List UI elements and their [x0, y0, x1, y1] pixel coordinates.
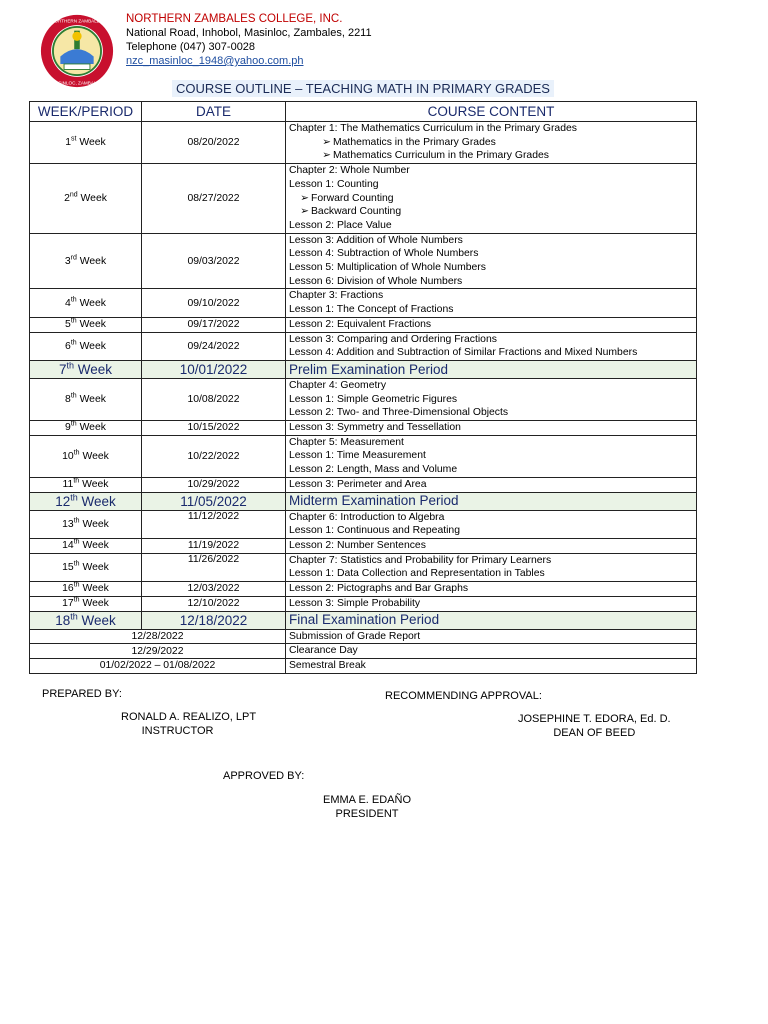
- content-cell: [286, 510, 697, 538]
- table-row: [30, 435, 697, 477]
- week-number: 1: [65, 137, 72, 149]
- content-line: Lesson 3: Perimeter and Area: [289, 478, 427, 490]
- content-cell: [286, 233, 697, 289]
- prepared-by-label: PREPARED BY:: [42, 688, 122, 700]
- week-word: Week: [82, 518, 109, 530]
- week-number: 17: [62, 598, 74, 610]
- prepared-by-block: [121, 710, 256, 738]
- date-cell: 11/19/2022: [142, 538, 286, 553]
- date-cell: 08/20/2022: [142, 122, 286, 164]
- content-line: Lesson 1: Time Measurement: [289, 450, 426, 462]
- week-ordinal-suffix: th: [73, 581, 80, 589]
- week-ordinal-suffix: th: [70, 296, 77, 304]
- content-line: Lesson 3: Symmetry and Tessellation: [289, 422, 461, 434]
- date-cell: 11/05/2022: [142, 492, 286, 510]
- week-cell: [30, 492, 142, 510]
- content-line: Lesson 3: Simple Probability: [289, 597, 421, 609]
- week-word: Week: [80, 192, 107, 204]
- content-line: Chapter 5: Measurement: [289, 436, 404, 448]
- week-ordinal-suffix: th: [70, 492, 78, 503]
- week-cell: [30, 435, 142, 477]
- date-cell: 12/03/2022: [142, 582, 286, 597]
- content-line: Lesson 1: The Concept of Fractions: [289, 304, 454, 316]
- week-word: Week: [82, 479, 109, 491]
- week-word: Week: [82, 450, 109, 462]
- week-ordinal-suffix: th: [70, 392, 77, 400]
- institution-name: NORTHERN ZAMBALES COLLEGE, INC.: [126, 13, 343, 25]
- week-number: 9: [65, 422, 71, 434]
- exam-period-row: [30, 360, 697, 378]
- content-cell: [286, 435, 697, 477]
- course-outline-body: [30, 122, 697, 674]
- content-line: Lesson 2: Two- and Three-Dimensional Objects: [289, 407, 509, 419]
- table-row: [30, 477, 697, 492]
- content-line: Lesson 2: Equivalent Fractions: [289, 318, 432, 330]
- content-cell: [286, 421, 697, 436]
- date-cell: 12/29/2022: [30, 644, 286, 659]
- week-cell: [30, 553, 142, 581]
- course-outline-table: [29, 101, 697, 674]
- content-line: Chapter 3: Fractions: [289, 290, 384, 302]
- table-row: [30, 596, 697, 611]
- content-line: Chapter 2: Whole Number: [289, 165, 410, 177]
- week-cell: [30, 510, 142, 538]
- week-word: Week: [79, 340, 106, 352]
- content-line: Lesson 1: Counting: [289, 178, 379, 190]
- header-course-content: COURSE CONTENT: [286, 102, 697, 122]
- letterhead-text: [126, 12, 372, 68]
- recommending-approval-title: DEAN OF BEED: [553, 727, 636, 739]
- approved-by-label: APPROVED BY:: [223, 770, 305, 782]
- date-cell: 10/01/2022: [142, 360, 286, 378]
- table-row: [30, 378, 697, 420]
- week-cell: [30, 477, 142, 492]
- content-cell: [286, 317, 697, 332]
- table-row: [30, 317, 697, 332]
- table-row: [30, 553, 697, 581]
- week-ordinal-suffix: th: [73, 596, 80, 604]
- week-ordinal-suffix: th: [73, 560, 80, 568]
- content-cell: [286, 378, 697, 420]
- date-cell: 10/29/2022: [142, 477, 286, 492]
- table-row: [30, 582, 697, 597]
- week-number: 8: [65, 394, 71, 405]
- content-cell: [286, 477, 697, 492]
- date-cell: 09/03/2022: [142, 233, 286, 289]
- week-number: 6: [65, 340, 71, 352]
- table-row: [30, 122, 697, 164]
- content-line: Lesson 2: Number Sentences: [289, 539, 426, 551]
- content-cell: [286, 289, 697, 317]
- bullet-item: ➢ Mathematics Curriculum in the Primary Grades: [289, 149, 693, 163]
- week-word: Week: [79, 422, 106, 434]
- week-word: Week: [79, 319, 106, 331]
- bullet-item: ➢ Forward Counting: [289, 192, 693, 206]
- week-word: Week: [77, 361, 113, 377]
- week-ordinal-suffix: nd: [69, 191, 78, 199]
- week-word: Week: [82, 561, 109, 573]
- week-cell: [30, 538, 142, 553]
- header-date: DATE: [142, 102, 286, 122]
- prepared-by-name: RONALD A. REALIZO, LPT: [121, 711, 257, 723]
- week-cell: [30, 233, 142, 289]
- table-header-row: [30, 102, 697, 122]
- week-ordinal-suffix: th: [70, 339, 77, 347]
- bullet-item: ➢ Mathematics in the Primary Grades: [289, 136, 693, 150]
- content-cell: Submission of Grade Report: [286, 629, 697, 644]
- week-number: 14: [62, 540, 74, 552]
- table-row: [30, 421, 697, 436]
- week-cell: [30, 122, 142, 164]
- week-cell: [30, 289, 142, 317]
- content-cell: Clearance Day: [286, 644, 697, 659]
- week-number: 16: [62, 583, 74, 595]
- date-cell: 08/27/2022: [142, 164, 286, 234]
- week-cell: [30, 611, 142, 629]
- week-cell: [30, 332, 142, 360]
- week-ordinal-suffix: th: [70, 317, 77, 325]
- content-line: Lesson 1: Simple Geometric Figures: [289, 393, 458, 405]
- svg-text:NORTHERN ZAMBALES: NORTHERN ZAMBALES: [51, 18, 103, 24]
- week-number: 12: [55, 493, 71, 509]
- week-ordinal-suffix: rd: [70, 254, 77, 262]
- date-cell: 12/10/2022: [142, 596, 286, 611]
- date-cell: 09/17/2022: [142, 317, 286, 332]
- table-row: [30, 332, 697, 360]
- week-ordinal-suffix: th: [66, 360, 74, 371]
- week-cell: [30, 582, 142, 597]
- content-cell: Semestral Break: [286, 658, 697, 673]
- week-number: 18: [55, 612, 71, 628]
- content-line: Lesson 5: Multiplication of Whole Numbers: [289, 262, 486, 274]
- content-line: Lesson 3: Addition of Whole Numbers: [289, 234, 463, 246]
- week-ordinal-suffix: th: [70, 611, 78, 621]
- content-line: Lesson 6: Division of Whole Numbers: [289, 275, 463, 287]
- week-cell: [30, 421, 142, 436]
- week-number: 10: [62, 450, 74, 462]
- table-row: [30, 289, 697, 317]
- content-line: Lesson 4: Addition and Subtraction of Similar Fractions and Mixed Numbers: [289, 347, 638, 359]
- approved-by-title: PRESIDENT: [335, 808, 399, 820]
- week-number: 11: [62, 479, 74, 491]
- content-cell: Prelim Examination Period: [286, 360, 697, 378]
- prepared-by-title: INSTRUCTOR: [141, 725, 214, 737]
- table-row: [30, 644, 697, 659]
- week-cell: [30, 360, 142, 378]
- content-line: Lesson 2: Length, Mass and Volume: [289, 464, 458, 476]
- week-number: 15: [62, 561, 74, 573]
- content-line: Chapter 1: The Mathematics Curriculum in the Primary Grades: [289, 123, 577, 134]
- table-row: [30, 538, 697, 553]
- date-cell: 10/22/2022: [142, 435, 286, 477]
- week-word: Week: [81, 493, 116, 509]
- date-cell: 11/26/2022: [142, 553, 286, 581]
- letterhead: [38, 10, 738, 86]
- exam-period-row: [30, 611, 697, 629]
- week-cell: [30, 596, 142, 611]
- week-word: Week: [79, 255, 107, 267]
- week-word: Week: [79, 137, 106, 149]
- week-word: Week: [81, 612, 116, 628]
- week-number: 3: [64, 255, 71, 267]
- table-row: [30, 164, 697, 234]
- content-line: Chapter 7: Statistics and Probability for Primary Learners: [289, 554, 552, 566]
- date-cell: 09/10/2022: [142, 289, 286, 317]
- header-week-period: WEEK/PERIOD: [30, 102, 142, 122]
- date-cell: 12/18/2022: [142, 611, 286, 629]
- content-line: Chapter 4: Geometry: [289, 379, 387, 391]
- week-word: Week: [79, 297, 106, 309]
- date-cell: 11/12/2022: [142, 510, 286, 538]
- content-cell: Midterm Examination Period: [286, 492, 697, 510]
- content-cell: [286, 122, 697, 164]
- content-line: Lesson 1: Continuous and Repeating: [289, 525, 460, 537]
- content-line: Lesson 2: Place Value: [289, 219, 392, 231]
- bullet-item: ➢ Backward Counting: [289, 205, 693, 219]
- week-cell: [30, 164, 142, 234]
- institution-email-link[interactable]: nzc_masinloc_1948@yahoo.com.ph: [126, 55, 304, 67]
- week-word: Week: [82, 540, 109, 552]
- week-number: 5: [65, 319, 71, 331]
- svg-text:MASINLOC, ZAMBALES: MASINLOC, ZAMBALES: [51, 80, 103, 86]
- date-cell: 12/28/2022: [30, 629, 286, 644]
- week-ordinal-suffix: th: [70, 420, 77, 428]
- recommending-approval-label: RECOMMENDING APPROVAL:: [385, 690, 542, 702]
- week-word: Week: [82, 598, 109, 610]
- institution-address: National Road, Inhobol, Masinloc, Zambales, 2211: [126, 27, 372, 39]
- content-line: Chapter 6: Introduction to Algebra: [289, 511, 445, 523]
- content-cell: [286, 164, 697, 234]
- date-cell: 10/15/2022: [142, 421, 286, 436]
- date-cell: 10/08/2022: [142, 378, 286, 420]
- date-cell: 09/24/2022: [142, 332, 286, 360]
- week-ordinal-suffix: st: [71, 135, 77, 143]
- week-ordinal-suffix: th: [73, 449, 80, 457]
- week-number: 4: [65, 297, 71, 309]
- table-row: [30, 658, 697, 673]
- date-cell: 01/02/2022 – 01/08/2022: [30, 658, 286, 673]
- institution-telephone: Telephone (047) 307-0028: [126, 41, 256, 53]
- content-line: Lesson 2: Pictographs and Bar Graphs: [289, 583, 469, 595]
- table-row: [30, 510, 697, 538]
- content-cell: [286, 538, 697, 553]
- approved-by-block: [323, 793, 411, 821]
- recommending-approval-block: [518, 712, 671, 740]
- week-ordinal-suffix: th: [73, 517, 80, 525]
- week-cell: [30, 317, 142, 332]
- week-number: 2: [64, 192, 70, 204]
- approved-by-name: EMMA E. EDAÑO: [323, 794, 412, 806]
- content-cell: Final Examination Period: [286, 611, 697, 629]
- content-line: Lesson 3: Comparing and Ordering Fractions: [289, 333, 497, 345]
- table-row: [30, 233, 697, 289]
- content-cell: [286, 553, 697, 581]
- content-cell: [286, 596, 697, 611]
- week-number: 7: [58, 361, 67, 377]
- week-number: 13: [62, 518, 74, 530]
- content-cell: [286, 582, 697, 597]
- document-title: COURSE OUTLINE – TEACHING MATH IN PRIMARY GRADES: [172, 80, 554, 97]
- content-line: Lesson 1: Data Collection and Representation in Tables: [289, 568, 545, 580]
- week-word: Week: [79, 394, 106, 405]
- exam-period-row: [30, 492, 697, 510]
- college-seal-logo: [40, 14, 114, 88]
- week-ordinal-suffix: th: [73, 477, 80, 485]
- week-ordinal-suffix: th: [73, 538, 80, 546]
- week-cell: [30, 378, 142, 420]
- content-cell: [286, 332, 697, 360]
- content-line: Lesson 4: Subtraction of Whole Numbers: [289, 248, 479, 260]
- recommending-approval-name: JOSEPHINE T. EDORA, Ed. D.: [518, 713, 671, 725]
- week-word: Week: [82, 583, 109, 595]
- table-row: [30, 629, 697, 644]
